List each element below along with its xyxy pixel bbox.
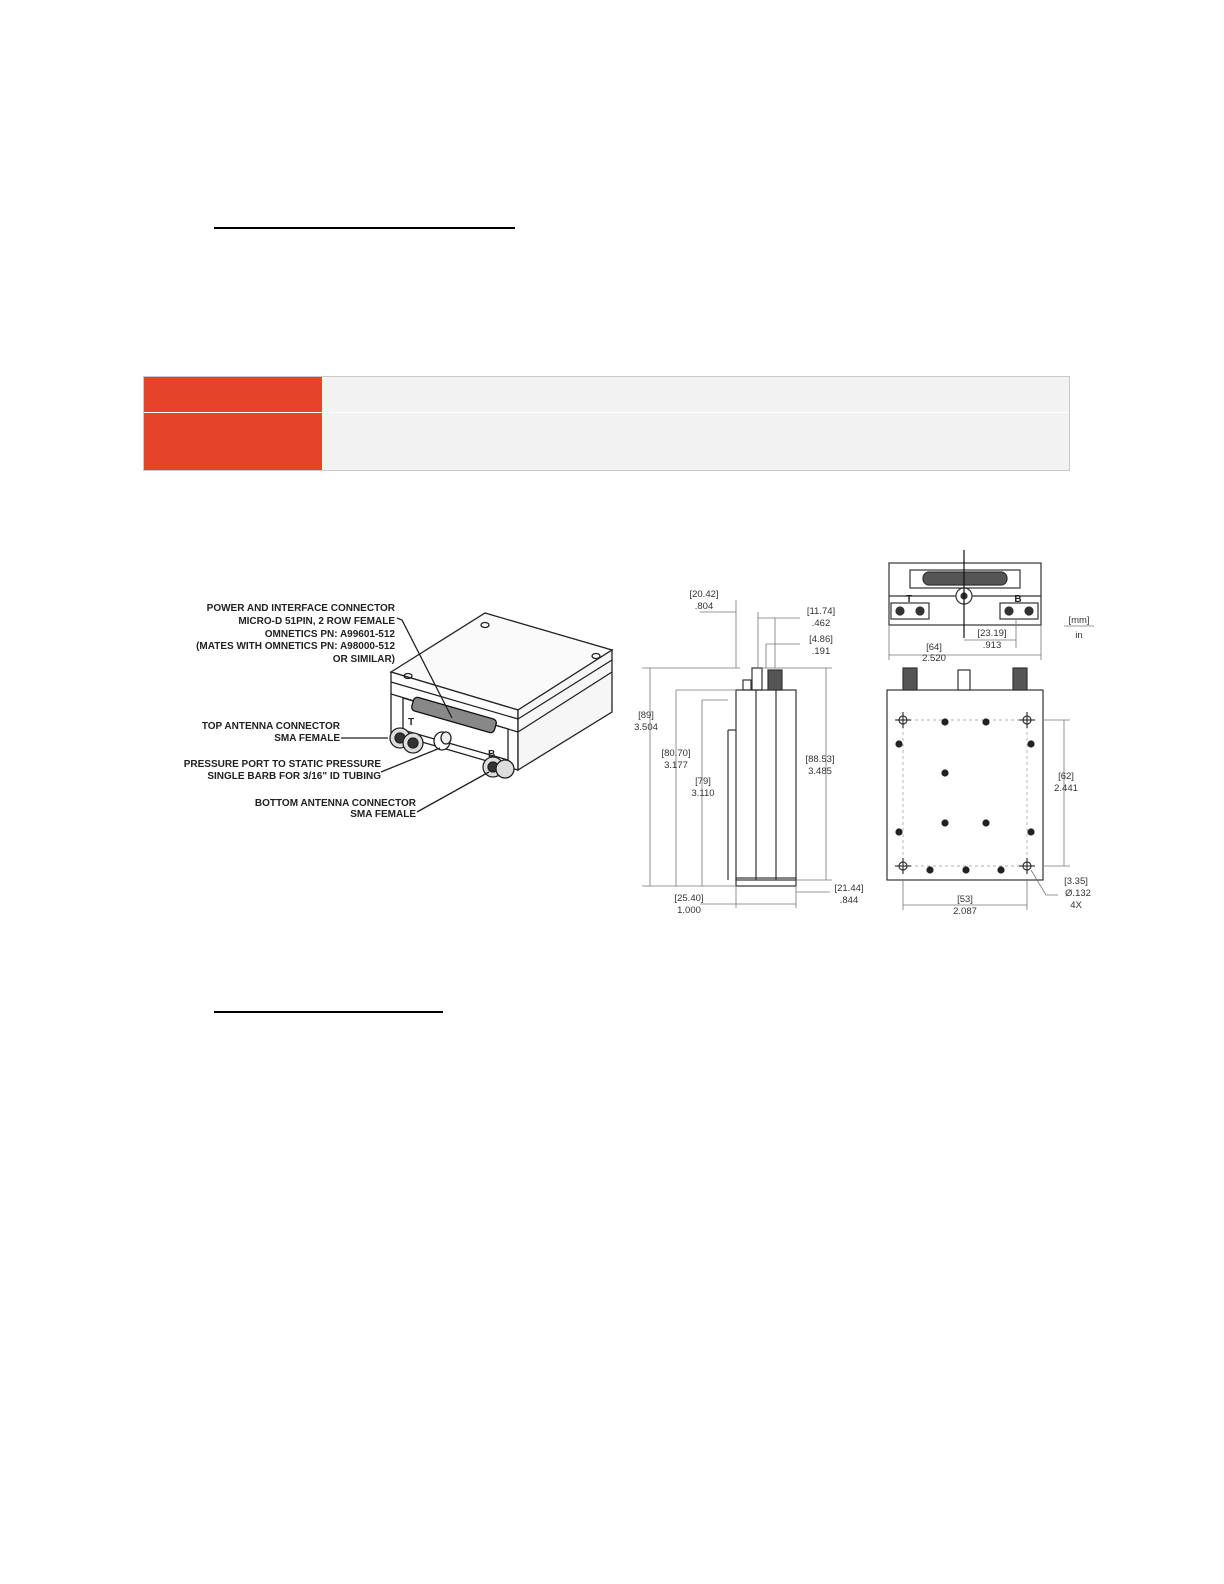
dim-text: .804 bbox=[694, 601, 714, 612]
dim-text: [20.42] bbox=[689, 589, 719, 600]
callout-line: SMA FEMALE bbox=[274, 733, 340, 744]
dim-text: [64] bbox=[926, 642, 942, 653]
dim-text: .913 bbox=[982, 640, 1002, 651]
callout-line: PRESSURE PORT TO STATIC PRESSURE bbox=[183, 759, 381, 770]
callout-line: OR SIMILAR) bbox=[332, 654, 395, 665]
callout-line: BOTTOM ANTENNA CONNECTOR bbox=[254, 798, 416, 809]
dim-text: [62] bbox=[1058, 771, 1074, 782]
dim-text: 2.087 bbox=[953, 906, 977, 917]
section-heading-underline-2 bbox=[214, 1011, 443, 1013]
callout-line: MICRO-D 51PIN, 2 ROW FEMALE bbox=[238, 616, 395, 627]
iso-callout-pressure-port bbox=[184, 759, 382, 782]
dim-text: .462 bbox=[811, 618, 831, 629]
dim-text: [25.40] bbox=[674, 893, 704, 904]
bottom-view bbox=[887, 668, 1070, 910]
port-b-label: B bbox=[1014, 594, 1022, 605]
dim-text: [11.74] bbox=[806, 606, 836, 617]
callout-line: POWER AND INTERFACE CONNECTOR bbox=[206, 603, 395, 614]
callout-line: SINGLE BARB FOR 3/16" ID TUBING bbox=[207, 771, 381, 782]
dim-text: .191 bbox=[811, 646, 831, 657]
dim-text: 3.110 bbox=[691, 788, 715, 799]
units-label: in bbox=[1075, 630, 1083, 641]
dim-text: [21.44] bbox=[834, 883, 864, 894]
dim-text: Ø.132 bbox=[1065, 888, 1091, 899]
dim-text: 2.441 bbox=[1054, 783, 1078, 794]
callout-line: TOP ANTENNA CONNECTOR bbox=[201, 721, 340, 732]
dim-text: [23.19] bbox=[977, 628, 1007, 639]
dim-text: [4.86] bbox=[809, 634, 833, 645]
iso-callout-power-connector bbox=[196, 603, 396, 665]
dim-text: [3.35] bbox=[1064, 876, 1088, 887]
dim-text: [88.53] bbox=[805, 754, 835, 765]
iso-callout-bottom-antenna bbox=[255, 798, 417, 820]
dim-text: [80.70] bbox=[661, 748, 691, 759]
dim-text: 3.177 bbox=[664, 760, 688, 771]
dim-text: [53] bbox=[957, 894, 973, 905]
units-label: [mm] bbox=[1068, 615, 1090, 626]
iso-callout-top-antenna bbox=[202, 721, 341, 744]
dim-text: 1.000 bbox=[677, 905, 701, 916]
dim-text: 4X bbox=[1070, 900, 1082, 911]
callout-line: OMNETICS PN: A99601-512 bbox=[264, 629, 395, 640]
callout-line: (MATES WITH OMNETICS PN: A98000-512 bbox=[196, 641, 395, 652]
dim-text: 3.504 bbox=[634, 722, 658, 733]
dim-text: .844 bbox=[839, 895, 859, 906]
dim-text: 3.485 bbox=[808, 766, 832, 777]
callout-line: SMA FEMALE bbox=[350, 809, 416, 820]
dim-text: 2.520 bbox=[922, 653, 946, 664]
port-t-label: T bbox=[408, 717, 415, 728]
dim-text: [79] bbox=[695, 776, 711, 787]
port-t-label: T bbox=[905, 594, 913, 605]
port-b-label: B bbox=[488, 749, 496, 760]
dim-text: [89] bbox=[638, 710, 654, 721]
